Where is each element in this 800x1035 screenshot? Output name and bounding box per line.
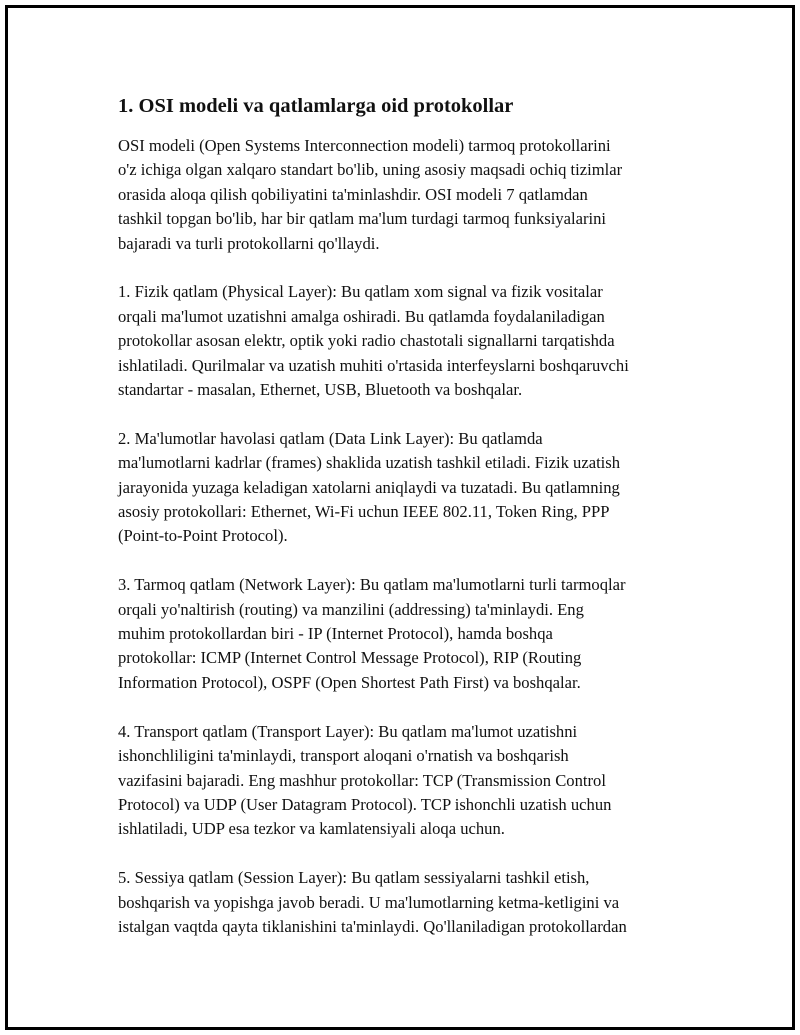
paragraph-gap bbox=[118, 695, 698, 719]
document-body bbox=[118, 93, 698, 939]
paragraph-physical-layer: 1. Fizik qatlam (Physical Layer): Bu qatlam xom signal va fizik vositalar orqali ma'lumot uzatishni amalga oshiradi. Bu qatlamda foydalaniladigan protokollar asosan elektr, optik yoki radio chastotali signallarni tarqatishda ishlatiladi. Qurilmalar va uzatish muhiti o'rtasida interfeyslarni boshqaruvchi standartar - masalan, Ethernet, USB, Bluetooth va boshqalar. bbox=[118, 282, 629, 400]
document-title: 1. OSI modeli va qatlamlarga oid protokollar bbox=[118, 95, 514, 117]
paragraph-network-layer: 3. Tarmoq qatlam (Network Layer): Bu qatlam ma'lumotlarni turli tarmoqlar orqali yo'naltirish (routing) va manzilini (addressing) ta'minlaydi. Eng muhim protokollardan biri - IP (Internet Protocol), hamda boshqa protokollar: ICMP (Internet Control Message Protocol), RIP (Routing Information Protocol), OSPF (Open Shortest Path First) va boshqalar. bbox=[118, 575, 626, 692]
paragraph-gap bbox=[118, 842, 698, 866]
paragraph-session-layer: 5. Sessiya qatlam (Session Layer): Bu qatlam sessiyalarni tashkil etish, boshqarish va yopishga javob beradi. U ma'lumotlarning ketma-ketligini va istalgan vaqtda qayta tiklanishini ta'minlaydi. Qo'llaniladigan protokollardan bbox=[118, 868, 627, 936]
paragraph-gap bbox=[118, 549, 698, 573]
paragraph-data-link-layer: 2. Ma'lumotlar havolasi qatlam (Data Link Layer): Bu qatlamda ma'lumotlarni kadrlar (frames) shaklida uzatish tashkil etiladi. Fizik uzatish jarayonida yuzaga keladigan xatolarni aniqlaydi va tuzatadi. Bu qatlamning asosiy protokollari: Ethernet, Wi-Fi uchun IEEE 802.11, Token Ring, PPP (Point-to-Point Protocol). bbox=[118, 428, 621, 546]
paragraph-intro: OSI modeli (Open Systems Interconnection modeli) tarmoq protokollarini o'z ichiga olgan xalqaro standart bo'lib, uning asosiy maqsadi ochiq tizimlar orasida aloqa qilish qobiliyatini ta'minlashdir. OSI modeli 7 qatlamdan tashkil topgan bo'lib, har bir qatlam ma'lum turdagi tarmoq funksiyalarini bajaradi va turli protokollarni qo'llaydi. bbox=[118, 136, 623, 253]
paragraph-transport-layer: 4. Transport qatlam (Transport Layer): Bu qatlam ma'lumot uzatishni ishonchliligini ta'minlaydi, transport aloqani o'rnatish va boshqarish vazifasini bajaradi. Eng mashhur protokollar: TCP (Transmission Control Protocol) va UDP (User Datagram Protocol). TCP ishonchli uzatish uchun ishlatiladi, UDP esa tezkor va kamlatensiyali aloqa uchun. bbox=[118, 721, 612, 839]
paragraph-gap bbox=[118, 402, 698, 426]
paragraph-gap bbox=[118, 256, 698, 280]
